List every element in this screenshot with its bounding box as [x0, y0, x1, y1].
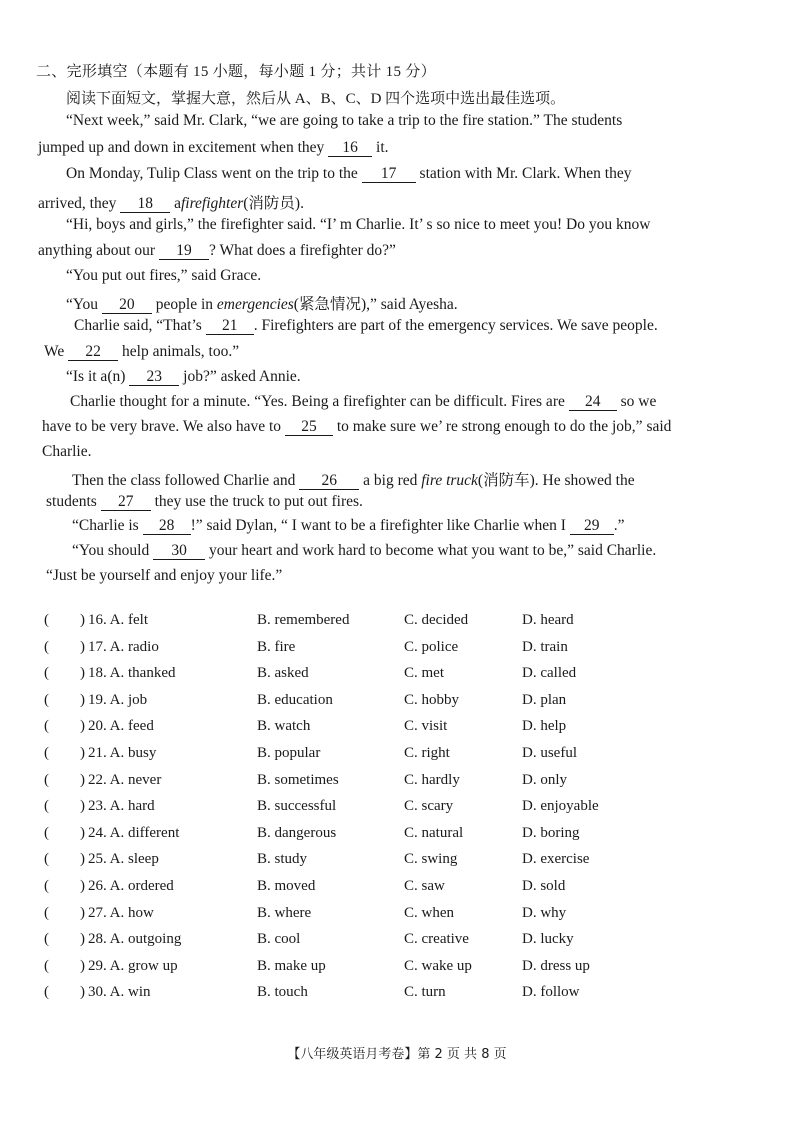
passage-line: We 22 help animals, too.” [44, 343, 240, 360]
passage-line: “Charlie is 28 !” said Dylan, “ I want to be a firefighter like Charlie when I 29 .” [72, 517, 625, 534]
question-row [44, 958, 664, 980]
answer-paren-close: ) [80, 691, 85, 708]
option-d: D. heard [522, 612, 574, 628]
answer-paren-close: ) [80, 957, 85, 974]
passage-line: Charlie said, “That’s 21 . Firefighters are part of the emergency services. We save people. [74, 317, 658, 334]
answer-paren-close: ) [80, 638, 85, 655]
option-d: D. train [522, 638, 568, 655]
answer-paren-open[interactable]: ( [44, 798, 49, 815]
option-a: 21. A. busy [88, 745, 157, 761]
option-b: B. successful [257, 798, 337, 815]
option-b: B. asked [257, 665, 309, 682]
blank-23: 23 [129, 369, 179, 386]
option-d: D. lucky [522, 931, 574, 948]
answer-paren-close: ) [80, 798, 85, 815]
passage-line: “You put out fires,” said Grace. [66, 267, 262, 284]
answer-paren-open[interactable]: ( [44, 851, 49, 868]
option-c: C. visit [404, 718, 448, 735]
answer-paren-close: ) [80, 904, 85, 921]
option-b: B. popular [257, 745, 321, 761]
option-a: 25. A. sleep [88, 851, 159, 868]
answer-paren-open[interactable]: ( [44, 665, 49, 682]
blank-22: 22 [68, 344, 118, 361]
option-d: D. plan [522, 691, 567, 708]
answer-paren-close: ) [80, 665, 85, 682]
option-b: B. touch [257, 984, 308, 1001]
option-d: D. only [522, 771, 567, 788]
passage-line: On Monday, Tulip Class went on the trip to the 17 station with Mr. Clark. When they [66, 165, 632, 182]
passage-line: students 27 they use the truck to put out fires. [46, 493, 363, 510]
answer-paren-open[interactable]: ( [44, 904, 49, 921]
option-d: D. dress up [522, 957, 590, 974]
answer-paren-close: ) [80, 612, 85, 628]
option-a: 23. A. hard [88, 798, 155, 815]
passage-line: anything about our 19 ? What does a firefighter do?” [38, 242, 396, 259]
answer-paren-close: ) [80, 824, 85, 841]
blank-21: 21 [206, 318, 254, 335]
option-d: D. called [522, 665, 577, 682]
blank-16: 16 [328, 140, 372, 157]
blank-30: 30 [153, 543, 205, 560]
option-c: C. hardly [404, 771, 460, 788]
option-d: D. exercise [522, 851, 590, 868]
option-d: D. boring [522, 824, 580, 841]
question-row [44, 984, 664, 1006]
option-a: 20. A. feed [88, 718, 154, 735]
option-b: B. remembered [257, 612, 350, 628]
question-row [44, 665, 664, 687]
option-a: 26. A. ordered [88, 878, 174, 894]
passage-line: Charlie. [42, 443, 92, 460]
answer-paren-open[interactable]: ( [44, 984, 49, 1001]
question-row [44, 692, 664, 714]
passage-line: arrived, they 18 afirefighter(消防员). [38, 195, 304, 212]
question-row [44, 798, 664, 820]
option-d: D. why [522, 904, 567, 921]
passage-line: have to be very brave. We also have to 25 to make sure we’ re strong enough to do the job,” said [42, 418, 672, 435]
question-row [44, 772, 664, 794]
page-footer: 【八年级英语月考卷】第 2 页 共 8 页 [287, 1047, 507, 1062]
option-b: B. fire [257, 638, 296, 655]
passage-line: Charlie thought for a minute. “Yes. Being a firefighter can be difficult. Fires are 24 so we [70, 393, 657, 410]
option-c: C. decided [404, 612, 469, 628]
blank-28: 28 [143, 518, 191, 535]
answer-paren-open[interactable]: ( [44, 638, 49, 655]
passage-line: “Is it a(n) 23 job?” asked Annie. [66, 368, 301, 385]
answer-paren-close: ) [80, 851, 85, 868]
question-row [44, 851, 664, 873]
passage-line: “You 20 people in emergencies(紧急情况),” said Ayesha. [66, 296, 458, 313]
blank-24: 24 [569, 394, 617, 411]
option-c: C. saw [404, 878, 445, 894]
answer-paren-open[interactable]: ( [44, 824, 49, 841]
option-a: 17. A. radio [88, 638, 159, 655]
question-row [44, 612, 664, 634]
option-c: C. right [404, 745, 450, 761]
question-row [44, 905, 664, 927]
option-b: B. watch [257, 718, 311, 735]
option-d: D. sold [522, 878, 566, 894]
blank-26: 26 [299, 473, 359, 490]
question-row [44, 718, 664, 740]
passage-line: “Hi, boys and girls,” the firefighter said. “I’ m Charlie. It’ s so nice to meet you! Do you know [66, 216, 651, 233]
question-row [44, 878, 664, 900]
question-row [44, 825, 664, 847]
option-b: B. study [257, 851, 308, 868]
option-a: 30. A. win [88, 984, 151, 1001]
option-b: B. dangerous [257, 824, 337, 841]
passage-line: Then the class followed Charlie and 26 a big red fire truck(消防车). He showed the [72, 472, 635, 489]
option-d: D. useful [522, 745, 577, 761]
option-d: D. enjoyable [522, 798, 599, 815]
option-a: 19. A. job [88, 691, 148, 708]
option-c: C. wake up [404, 957, 472, 974]
answer-paren-close: ) [80, 984, 85, 1001]
answer-paren-open[interactable]: ( [44, 771, 49, 788]
option-c: C. when [404, 904, 454, 921]
answer-paren-open[interactable]: ( [44, 745, 49, 761]
option-c: C. creative [404, 931, 469, 948]
passage-line: “Next week,” said Mr. Clark, “we are going to take a trip to the fire station.” The students [66, 112, 623, 129]
question-row [44, 639, 664, 661]
answer-paren-close: ) [80, 771, 85, 788]
blank-17: 17 [362, 166, 416, 183]
passage-line: jumped up and down in excitement when they 16 it. [38, 139, 389, 156]
option-c: C. swing [404, 851, 458, 868]
blank-25: 25 [285, 419, 333, 436]
answer-paren-open[interactable]: ( [44, 957, 49, 974]
option-a: 28. A. outgoing [88, 931, 182, 948]
option-b: B. where [257, 904, 312, 921]
blank-18: 18 [120, 196, 170, 213]
answer-paren-open[interactable]: ( [44, 691, 49, 708]
instructions: 阅读下面短文，掌握大意，然后从 A、B、C、D 四个选项中选出最佳选项。 [66, 91, 566, 107]
answer-paren-close: ) [80, 931, 85, 948]
option-b: B. moved [257, 878, 316, 894]
blank-27: 27 [101, 494, 151, 511]
passage-line: “Just be yourself and enjoy your life.” [46, 567, 283, 584]
option-c: C. natural [404, 824, 464, 841]
answer-paren-open[interactable]: ( [44, 878, 49, 894]
option-c: C. scary [404, 798, 454, 815]
option-a: 27. A. how [88, 904, 154, 921]
option-a: 18. A. thanked [88, 665, 176, 682]
option-a: 22. A. never [88, 771, 162, 788]
question-row [44, 745, 664, 767]
answer-paren-open[interactable]: ( [44, 612, 49, 628]
blank-19: 19 [159, 243, 209, 260]
passage-line: “You should 30 your heart and work hard to become what you want to be,” said Charlie. [72, 542, 657, 559]
section-title: 二、完形填空（本题有 15 小题，每小题 1 分；共计 15 分） [36, 64, 436, 80]
blank-20: 20 [102, 297, 152, 314]
option-c: C. hobby [404, 691, 460, 708]
option-a: 16. A. felt [88, 612, 148, 628]
option-b: B. sometimes [257, 771, 339, 788]
answer-paren-close: ) [80, 745, 85, 761]
answer-paren-open[interactable]: ( [44, 931, 49, 948]
option-c: C. turn [404, 984, 446, 1001]
option-b: B. make up [257, 957, 326, 974]
option-d: D. follow [522, 984, 580, 1001]
blank-29: 29 [570, 518, 614, 535]
option-a: 24. A. different [88, 824, 180, 841]
option-c: C. police [404, 638, 459, 655]
option-a: 29. A. grow up [88, 957, 178, 974]
option-b: B. education [257, 691, 333, 708]
option-b: B. cool [257, 931, 301, 948]
answer-paren-close: ) [80, 718, 85, 735]
answer-paren-close: ) [80, 878, 85, 894]
option-c: C. met [404, 665, 444, 682]
option-d: D. help [522, 718, 567, 735]
question-row [44, 931, 664, 953]
answer-paren-open[interactable]: ( [44, 718, 49, 735]
